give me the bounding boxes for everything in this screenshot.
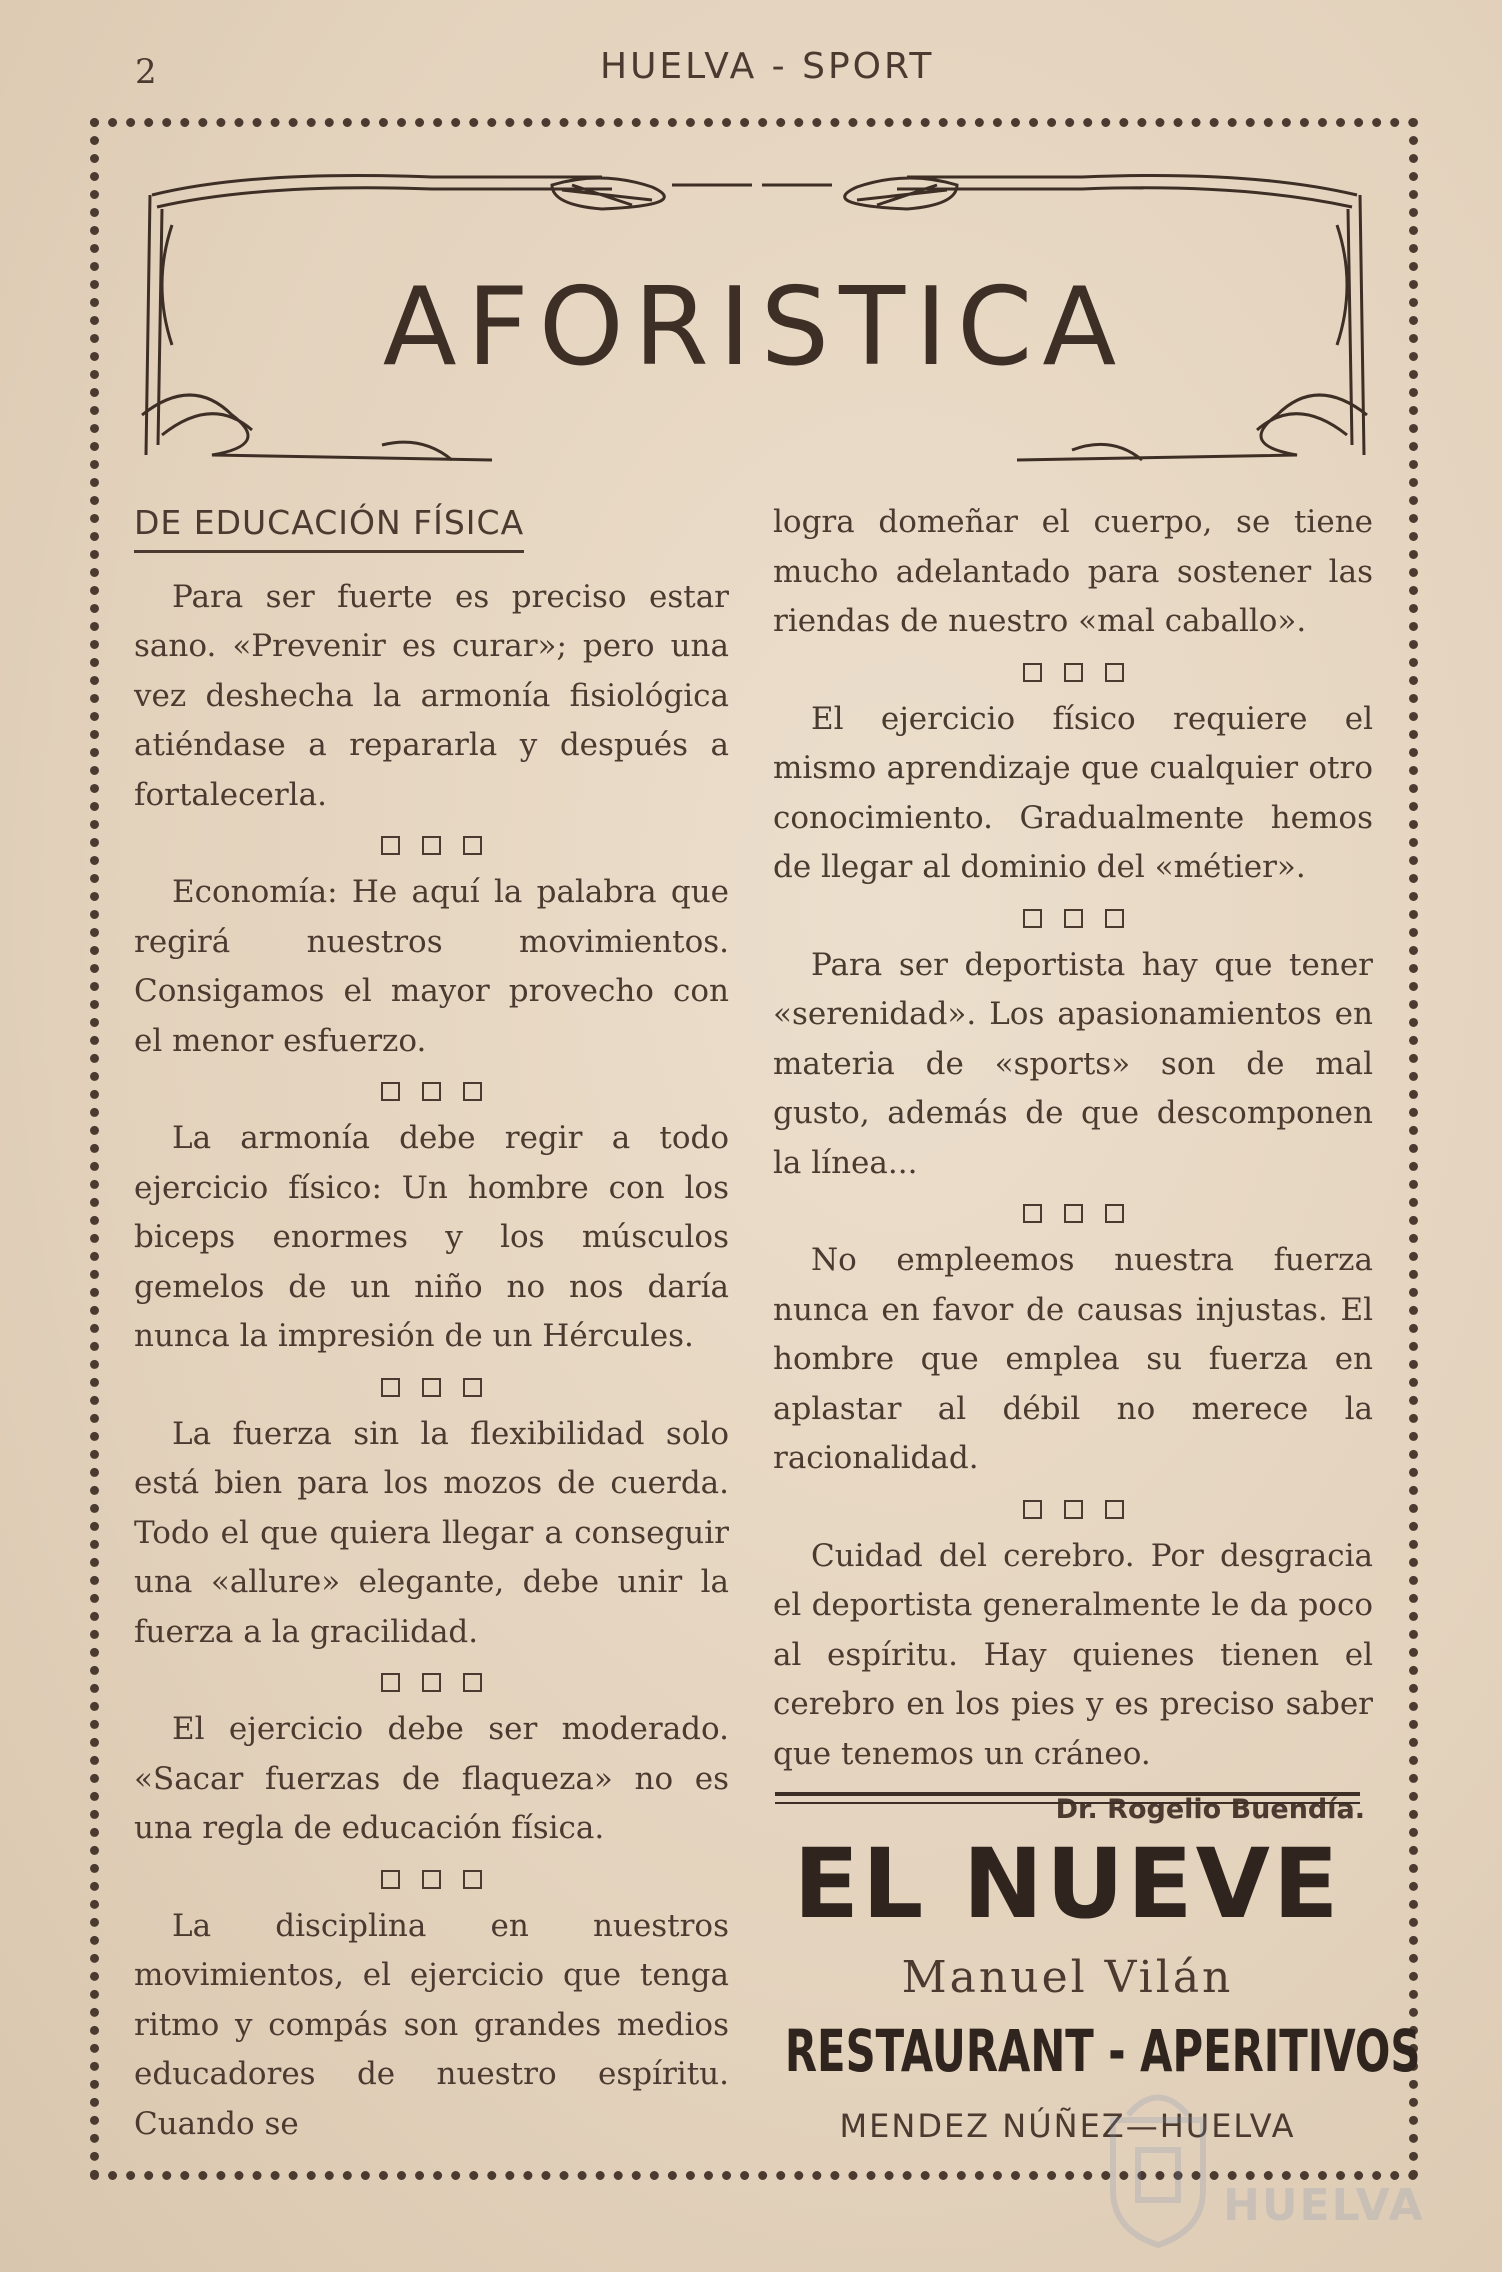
aphorism-paragraph: Economía: He aquí la palabra que regirá nuestros movimientos. Consigamos el mayor provecho con el menor esfuerzo. xyxy=(134,874,729,1059)
aphorism-paragraph: El ejercicio debe ser moderado. «Sacar fuerzas de flaqueza» no es una regla de educación física. xyxy=(134,1711,729,1846)
ad-business-name: EL NUEVE xyxy=(793,1828,1342,1940)
separator-squares-icon xyxy=(134,1075,729,1105)
crest-watermark-icon xyxy=(1098,2080,1218,2250)
separator-squares-icon xyxy=(773,902,1373,932)
aphorism-paragraph: Cuidad del cerebro. Por desgracia el deportista generalmente le da poco al espíritu. Hay quienes tienen el cerebro en los pies y es preciso saber que tenemos un cráneo. xyxy=(773,1537,1373,1772)
aphorism-paragraph: La armonía debe regir a todo ejercicio físico: Un hombre con los biceps enormes y los músculos gemelos de un niño no nos daría nunca la impresión de un Hércules. xyxy=(134,1120,729,1354)
page-number: 2 xyxy=(135,52,157,92)
ad-owner: Manuel Vilán xyxy=(901,1952,1234,2003)
running-head: HUELVA - SPORT xyxy=(600,46,935,87)
ad-business-type: RESTAURANT - APERITIVOS xyxy=(784,2017,1421,2085)
ad-address: MENDEZ NÚÑEZ—HUELVA xyxy=(839,2107,1296,2145)
aphorism-paragraph: La fuerza sin la flexibilidad solo está bien para los mozos de cuerda. Todo el que quiera llegar a conseguir una «allure» elegante, debe unir la fuerza a la gracilidad. xyxy=(134,1415,729,1650)
aphorism-paragraph: El ejercicio físico requiere el mismo aprendizaje que cualquier otro conocimiento. Gradualmente hemos de llegar al dominio del «métier». xyxy=(773,700,1373,885)
archive-watermark xyxy=(1098,2080,1438,2250)
title-ornament xyxy=(132,165,1377,475)
watermark-text: HUELVA xyxy=(1223,2180,1425,2231)
page-title: AFORISTICA xyxy=(382,265,1127,390)
aphorism-paragraph: logra domeñar el cuerpo, se tiene mucho adelantado para sostener las riendas de nuestro «mal caballo». xyxy=(773,504,1373,639)
aphorism-paragraph: Para ser fuerte es preciso estar sano. «Prevenir es curar»; pero una vez deshecha la armonía fisiológica atiéndase a repararla y después a fortalecerla. xyxy=(134,578,729,813)
aphorism-paragraph: La disciplina en nuestros movimientos, el ejercicio que tenga ritmo y compás son grandes medios educadores de nuestro espíritu. Cuando se xyxy=(134,1907,729,2142)
divider xyxy=(775,1792,1360,1804)
author-signature: Dr. Rogelio Buendía. xyxy=(1055,1794,1365,1825)
separator-squares-icon xyxy=(134,1371,729,1401)
separator-squares-icon xyxy=(773,1493,1373,1523)
separator-squares-icon xyxy=(134,1863,729,1893)
separator-squares-icon xyxy=(773,656,1373,686)
aphorism-paragraph: Para ser deportista hay que tener «serenidad». Los apasionamientos en materia de «sports» son de mal gusto, además de que descomponen la línea... xyxy=(773,946,1373,1181)
left-column xyxy=(134,498,729,2149)
separator-squares-icon xyxy=(134,829,729,859)
aphorism-paragraph: No empleemos nuestra fuerza nunca en favor de causas injustas. El hombre que emplea su fuerza en aplastar al débil no merece la racionalidad. xyxy=(773,1242,1373,1476)
separator-squares-icon xyxy=(773,1197,1373,1227)
right-column xyxy=(773,498,1373,1835)
separator-squares-icon xyxy=(134,1666,729,1696)
section-title: DE EDUCACIÓN FÍSICA xyxy=(134,498,524,553)
